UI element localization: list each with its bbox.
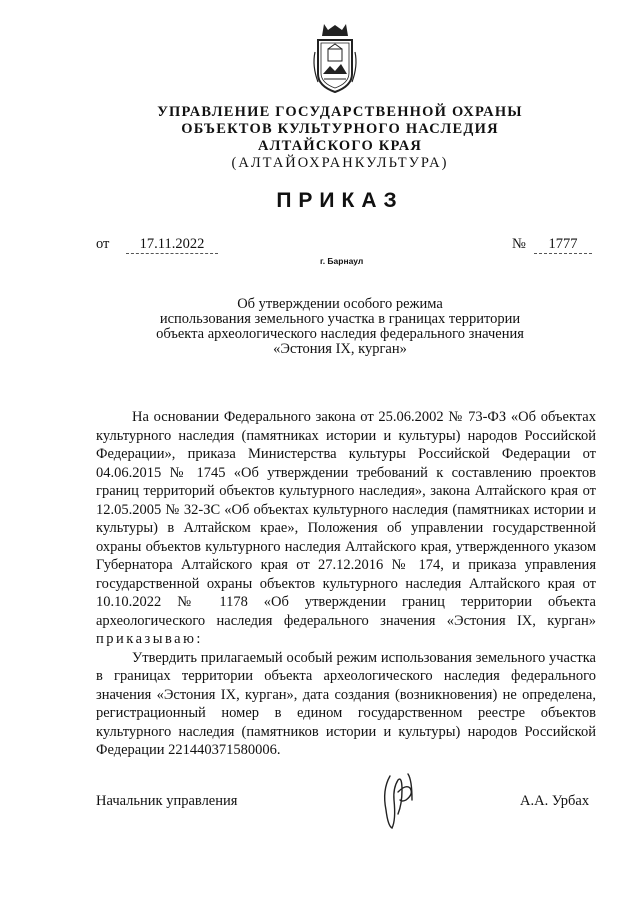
date-prefix: от: [96, 236, 110, 252]
basis-text: На основании Федерального закона от 25.06.2002 № 73-ФЗ «Об объектах культурного наследия (памятниках истории и культуры) народов Российской Федерации», приказа Министерства культуры Российской Федерации от 04.06.2015 № 1745 «Об утверждении требований к составлению проектов границ территорий объектов культурного наследия», закона Алтайского края от 12.05.2005 № 32-ЗС «Об объектах культурного наследия (памятниках истории и культуры) в Алтайском крае», Положения об управлении государственной охраны объектов культурного наследия Алтайского края, утвержденного указом Губернатора Алтайского края от 27.12.2016 № 174, и приказа управления государственной охраны объектов культурного наследия Алтайского края от 10.10.2022 № 1178 «Об утверждении границ территории объекта археологического наследия федерального значения «Эстония IX, курган»: [96, 409, 596, 629]
order-number: 1777: [534, 236, 592, 254]
order-date: 17.11.2022: [126, 236, 218, 254]
subject-line-3: объекта археологического наследия федерального значения: [156, 326, 524, 342]
org-name-line-1: УПРАВЛЕНИЕ ГОСУДАРСТВЕННОЙ ОХРАНЫ: [157, 104, 523, 120]
org-abbreviation: (АЛТАЙОХРАНКУЛЬТУРА): [231, 155, 449, 171]
handwritten-signature: [372, 770, 420, 832]
coat-of-arms-emblem: [310, 22, 360, 94]
org-name-line-2: ОБЪЕКТОВ КУЛЬТУРНОГО НАСЛЕДИЯ: [181, 121, 499, 137]
signer-position: Начальник управления: [96, 793, 238, 809]
document-body: [96, 408, 596, 760]
org-name-line-3: АЛТАЙСКОГО КРАЯ: [257, 138, 423, 154]
document-title: ПРИКАЗ: [276, 189, 404, 212]
paragraph-basis: [96, 408, 596, 649]
subject-line-4: «Эстония IX, курган»: [273, 341, 407, 357]
paragraph-resolution: Утвердить прилагаемый особый режим использования земельного участка в границах территории объекта археологического наследия федерального значения «Эстония IX, курган», дата создания (возникновения) не определена, регистрационный номер в едином государственном реестре объектов культурного наследия (памятников истории и культуры) народов Российской Федерации 221440371580006.: [96, 649, 596, 758]
order-word: приказываю:: [96, 631, 203, 647]
subject-line-2: использования земельного участка в границах территории: [159, 311, 521, 327]
number-prefix: №: [512, 236, 526, 252]
city: г. Барнаул: [320, 256, 364, 266]
signer-name: А.А. Урбах: [520, 793, 590, 809]
subject-line-1: Об утверждении особого режима: [237, 296, 443, 312]
